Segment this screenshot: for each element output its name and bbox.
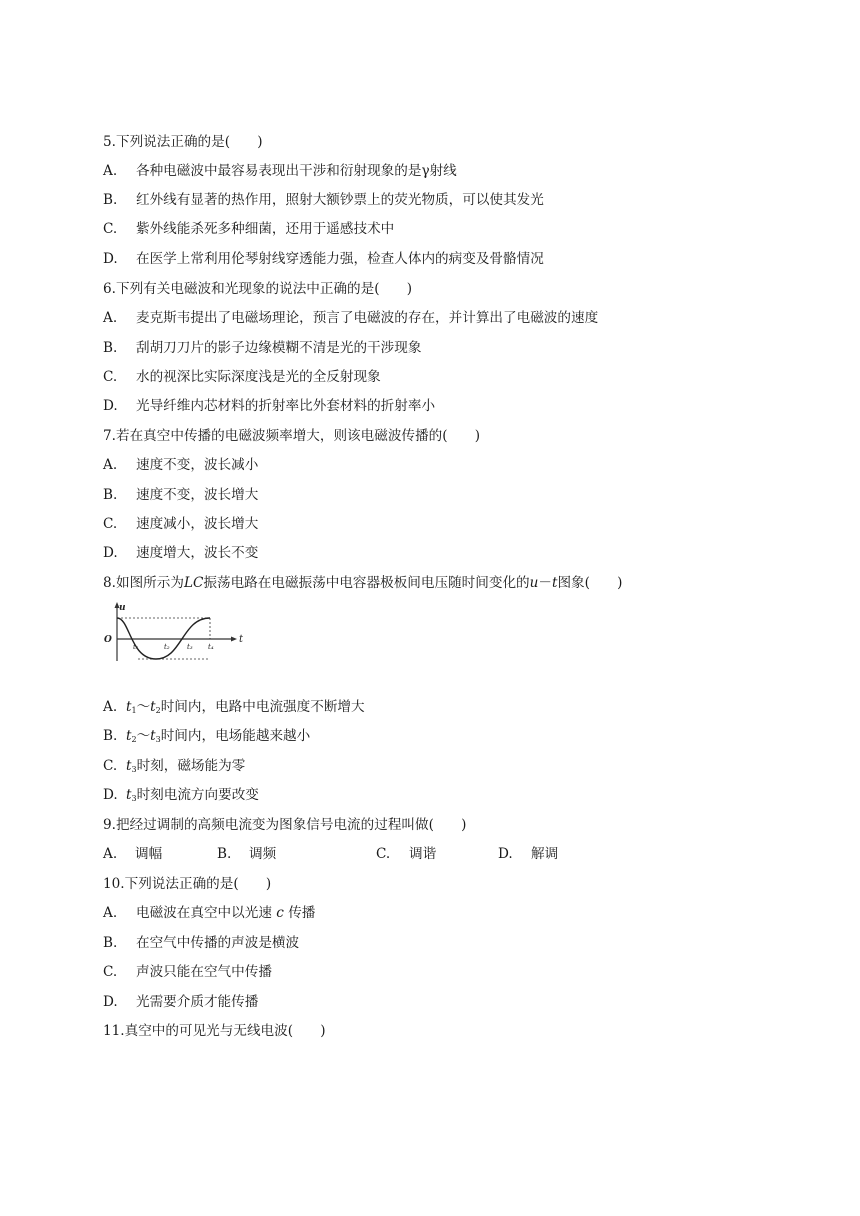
tick-label-t4: t₄: [208, 643, 214, 651]
option-text: 红外线有显著的热作用，照射大额钞票上的荧光物质，可以使其发光: [136, 192, 544, 208]
question-7-stem: 7.若在真空中传播的电磁波频率增大，则该电磁波传播的( ): [103, 428, 481, 444]
option-letter: A.: [103, 310, 118, 326]
option-text: 速度不变，波长减小: [136, 457, 259, 473]
option-letter: C.: [103, 221, 118, 237]
option-text: 在空气中传播的声波是横波: [136, 935, 300, 951]
option-text: 紫外线能杀死多种细菌，还用于遥感技术中: [136, 221, 395, 237]
range-separator: ～: [136, 728, 151, 744]
option-letter: B.: [217, 846, 232, 862]
q5-option-c: [103, 220, 394, 238]
q8-option-c: [103, 757, 245, 779]
option-letter: A.: [103, 699, 118, 715]
subscript: 3: [155, 735, 161, 744]
option-text: 速度不变，波长增大: [136, 487, 259, 503]
q10-option-a: [103, 904, 315, 922]
option-text: 光导纤维内芯材料的折射率比外套材料的折射率小: [136, 398, 436, 414]
q9-option-a: [103, 845, 162, 863]
option-text: 在医学上常利用伦琴射线穿透能力强，检查人体内的病变及骨骼情况: [136, 251, 544, 267]
origin-label: O: [104, 635, 112, 645]
option-letter: D.: [103, 545, 118, 561]
subscript: 3: [131, 765, 137, 774]
q9-option-b: [217, 845, 276, 863]
subscript: 3: [131, 794, 137, 803]
option-text: 时间内，电路中电流强度不断增大: [160, 699, 365, 715]
option-text: 调幅: [135, 846, 163, 862]
q5-option-d: [103, 250, 544, 268]
q7-option-b: [103, 486, 258, 504]
tick-label-t3: t₃: [187, 643, 193, 651]
option-letter: C.: [103, 369, 118, 385]
option-text: 时刻电流方向要改变: [136, 787, 259, 803]
stem-dash: －: [538, 575, 552, 591]
option-letter: B.: [103, 340, 118, 356]
tick-label-t2: t₂: [164, 643, 170, 651]
q6-option-a: [103, 309, 598, 327]
option-text: 时刻，磁场能为零: [136, 758, 246, 774]
option-letter: B.: [103, 487, 118, 503]
question-9-stem: 9.把经过调制的高频电流变为图象信号电流的过程叫做( ): [103, 817, 467, 833]
q8-option-b: [103, 727, 310, 749]
option-letter: B.: [103, 192, 118, 208]
option-letter: A.: [103, 457, 118, 473]
q10-option-d: [103, 993, 258, 1011]
option-text: 电磁波在真空中以光速: [136, 905, 272, 921]
q6-option-c: [103, 368, 381, 386]
time-variable: t: [126, 787, 132, 803]
question-6-stem: 6.下列有关电磁波和光现象的说法中正确的是( ): [103, 281, 413, 297]
subscript: 2: [131, 735, 137, 744]
q10-option-c: [103, 963, 272, 981]
subscript: 2: [155, 706, 161, 715]
time-variable: t: [126, 758, 132, 774]
q7-option-a: [103, 456, 258, 474]
option-text: 声波只能在空气中传播: [136, 964, 272, 980]
option-letter: A.: [103, 163, 118, 179]
time-variable: t: [150, 728, 156, 744]
stem-text: 8.如图所示为: [103, 575, 184, 591]
q7-option-d: [103, 544, 258, 562]
time-variable: t: [150, 699, 156, 715]
question-8-stem: [103, 574, 622, 592]
option-text: 各种电磁波中最容易表现出干涉和衍射现象的是γ射线: [136, 163, 457, 179]
speed-of-light-variable: c: [276, 905, 284, 921]
stem-variable: u: [529, 575, 539, 591]
q5-option-a: [103, 162, 457, 180]
q8-option-d: [103, 786, 259, 808]
option-letter: B.: [103, 728, 118, 744]
time-variable: t: [126, 699, 132, 715]
stem-text: 振荡电路在电磁振荡中电容器极板间电压随时间变化的: [203, 575, 530, 591]
range-separator: ～: [136, 699, 151, 715]
q9-options-row: [103, 845, 663, 863]
q6-option-b: [103, 339, 421, 357]
stem-variable: LC: [183, 575, 204, 591]
question-11-stem: 11.真空中的可见光与无线电波( ): [103, 1023, 326, 1039]
option-letter: B.: [103, 935, 118, 951]
option-text: 光需要介质才能传播: [136, 994, 259, 1010]
q5-option-b: [103, 191, 544, 209]
option-text: 时间内，电场能越来越小: [160, 728, 311, 744]
option-letter: C.: [376, 846, 391, 862]
q9-option-d: [498, 845, 558, 863]
option-letter: C.: [103, 516, 118, 532]
option-letter: D.: [498, 846, 513, 862]
q9-option-c: [376, 845, 436, 863]
axis-label-t: t: [239, 634, 244, 645]
question-10-stem: 10.下列说法正确的是( ): [103, 876, 272, 892]
option-letter: D.: [103, 994, 118, 1010]
option-letter: A.: [103, 846, 118, 862]
option-text: 速度减小，波长增大: [136, 516, 259, 532]
q8-option-a: [103, 698, 365, 720]
option-text: 调频: [249, 846, 277, 862]
q7-option-c: [103, 515, 258, 533]
q10-option-b: [103, 934, 299, 952]
option-text: 麦克斯韦提出了电磁场理论，预言了电磁波的存在，并计算出了电磁波的速度: [136, 310, 599, 326]
time-variable: t: [126, 728, 132, 744]
option-text: 水的视深比实际深度浅是光的全反射现象: [136, 369, 381, 385]
option-letter: C.: [103, 964, 118, 980]
u-t-graph-figure: [100, 601, 250, 665]
option-text: 速度增大，波长不变: [136, 545, 259, 561]
stem-text: 图象( ): [557, 575, 623, 591]
stem-variable: t: [552, 575, 558, 591]
option-text: 刮胡刀刀片的影子边缘模糊不清是光的干涉现象: [136, 340, 422, 356]
subscript: 1: [131, 706, 137, 715]
axis-label-u: u: [119, 603, 126, 613]
option-text: 传播: [288, 905, 316, 921]
question-5-stem: 5.下列说法正确的是( ): [103, 134, 263, 150]
option-letter: D.: [103, 398, 118, 414]
option-text: 解调: [531, 846, 559, 862]
option-letter: D.: [103, 251, 118, 267]
option-letter: A.: [103, 905, 118, 921]
tick-label-t1: t₁: [133, 643, 139, 651]
x-axis-arrow: [231, 637, 237, 642]
q6-option-d: [103, 397, 435, 415]
option-letter: C.: [103, 758, 118, 774]
option-letter: D.: [103, 787, 118, 803]
option-text: 调谐: [409, 846, 437, 862]
